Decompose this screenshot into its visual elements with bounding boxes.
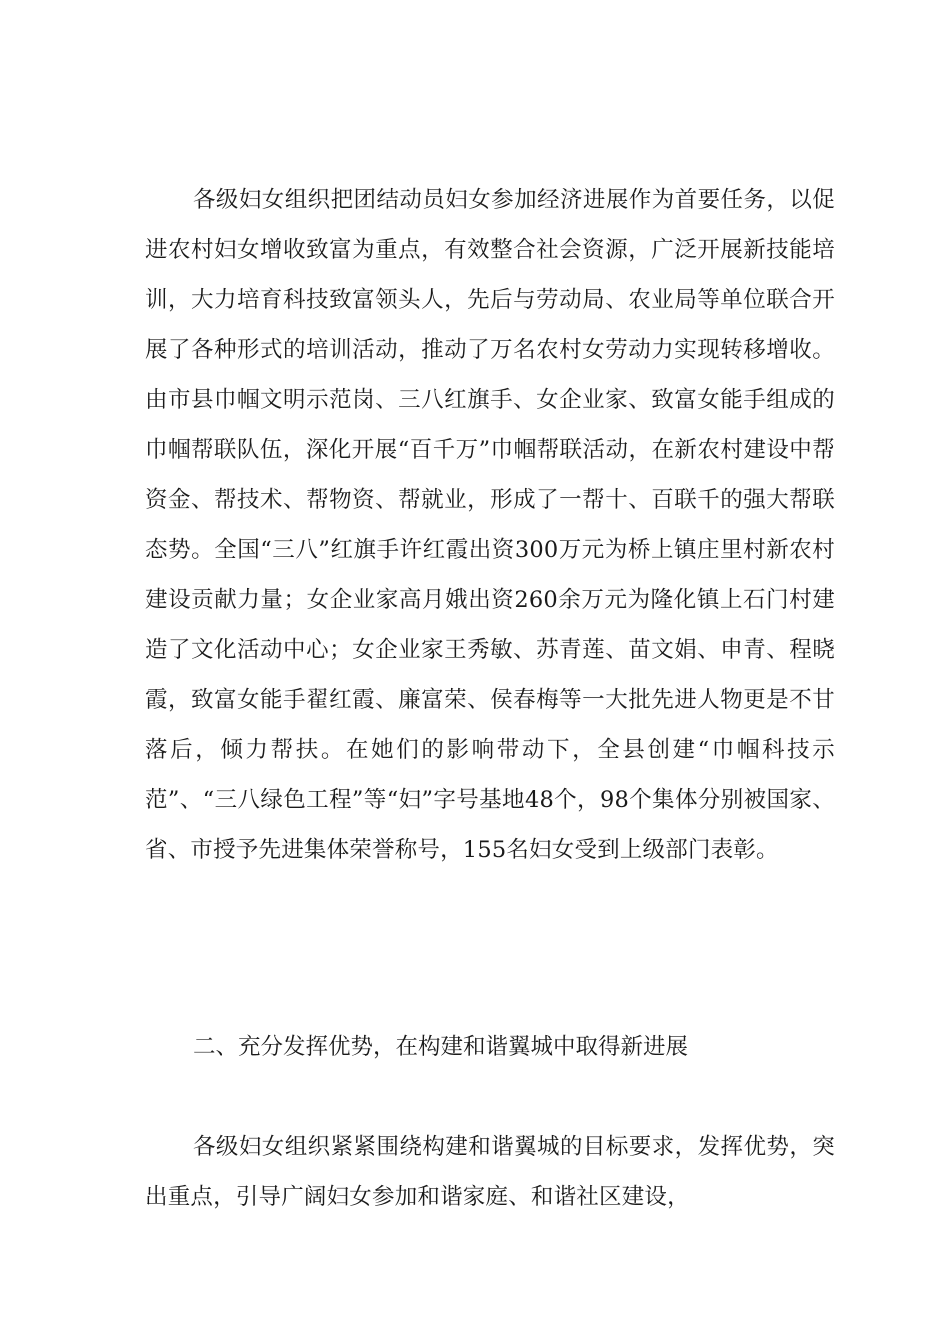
section-heading: 二、充分发挥优势，在构建和谐翼城中取得新进展 xyxy=(193,1034,689,1060)
body-paragraph-1: 各级妇女组织把团结动员妇女参加经济进展作为首要任务，以促进农村妇女增收致富为重点，有效整合社会资源，广泛开展新技能培训，大力培育科技致富领头人，先后与劳动局、农业局等单位联合开展了各种形式的培训活动，推动了万名农村女劳动力实现转移增收。由市县巾帼文明示范岗、三八红旗手、女企业家、致富女能手组成的巾帼帮联队伍，深化开展“百千万”巾帼帮联活动，在新农村建设中帮资金、帮技术、帮物资、帮就业，形成了一帮十、百联千的强大帮联态势。全国“三八”红旗手许红霞出资300万元为桥上镇庄里村新农村建设贡献力量；女企业家高月娥出资260余万元为隆化镇上石门村建造了文化活动中心；女企业家王秀敏、苏青莲、苗文娟、申青、程晓霞，致富女能手翟红霞、廉富荣、侯春梅等一大批先进人物更是不甘落后，倾力帮扶。在她们的影响带动下，全县创建“巾帼科技示范”、“三八绿色工程”等“妇”字号基地48个，98个集体分别被国家、省、市授予先进集体荣誉称号，155名妇女受到上级部门表彰。 xyxy=(145,187,835,863)
body-paragraph-2: 各级妇女组织紧紧围绕构建和谐翼城的目标要求，发挥优势，突出重点，引导广阔妇女参加和谐家庭、和谐社区建设， xyxy=(145,1134,835,1210)
